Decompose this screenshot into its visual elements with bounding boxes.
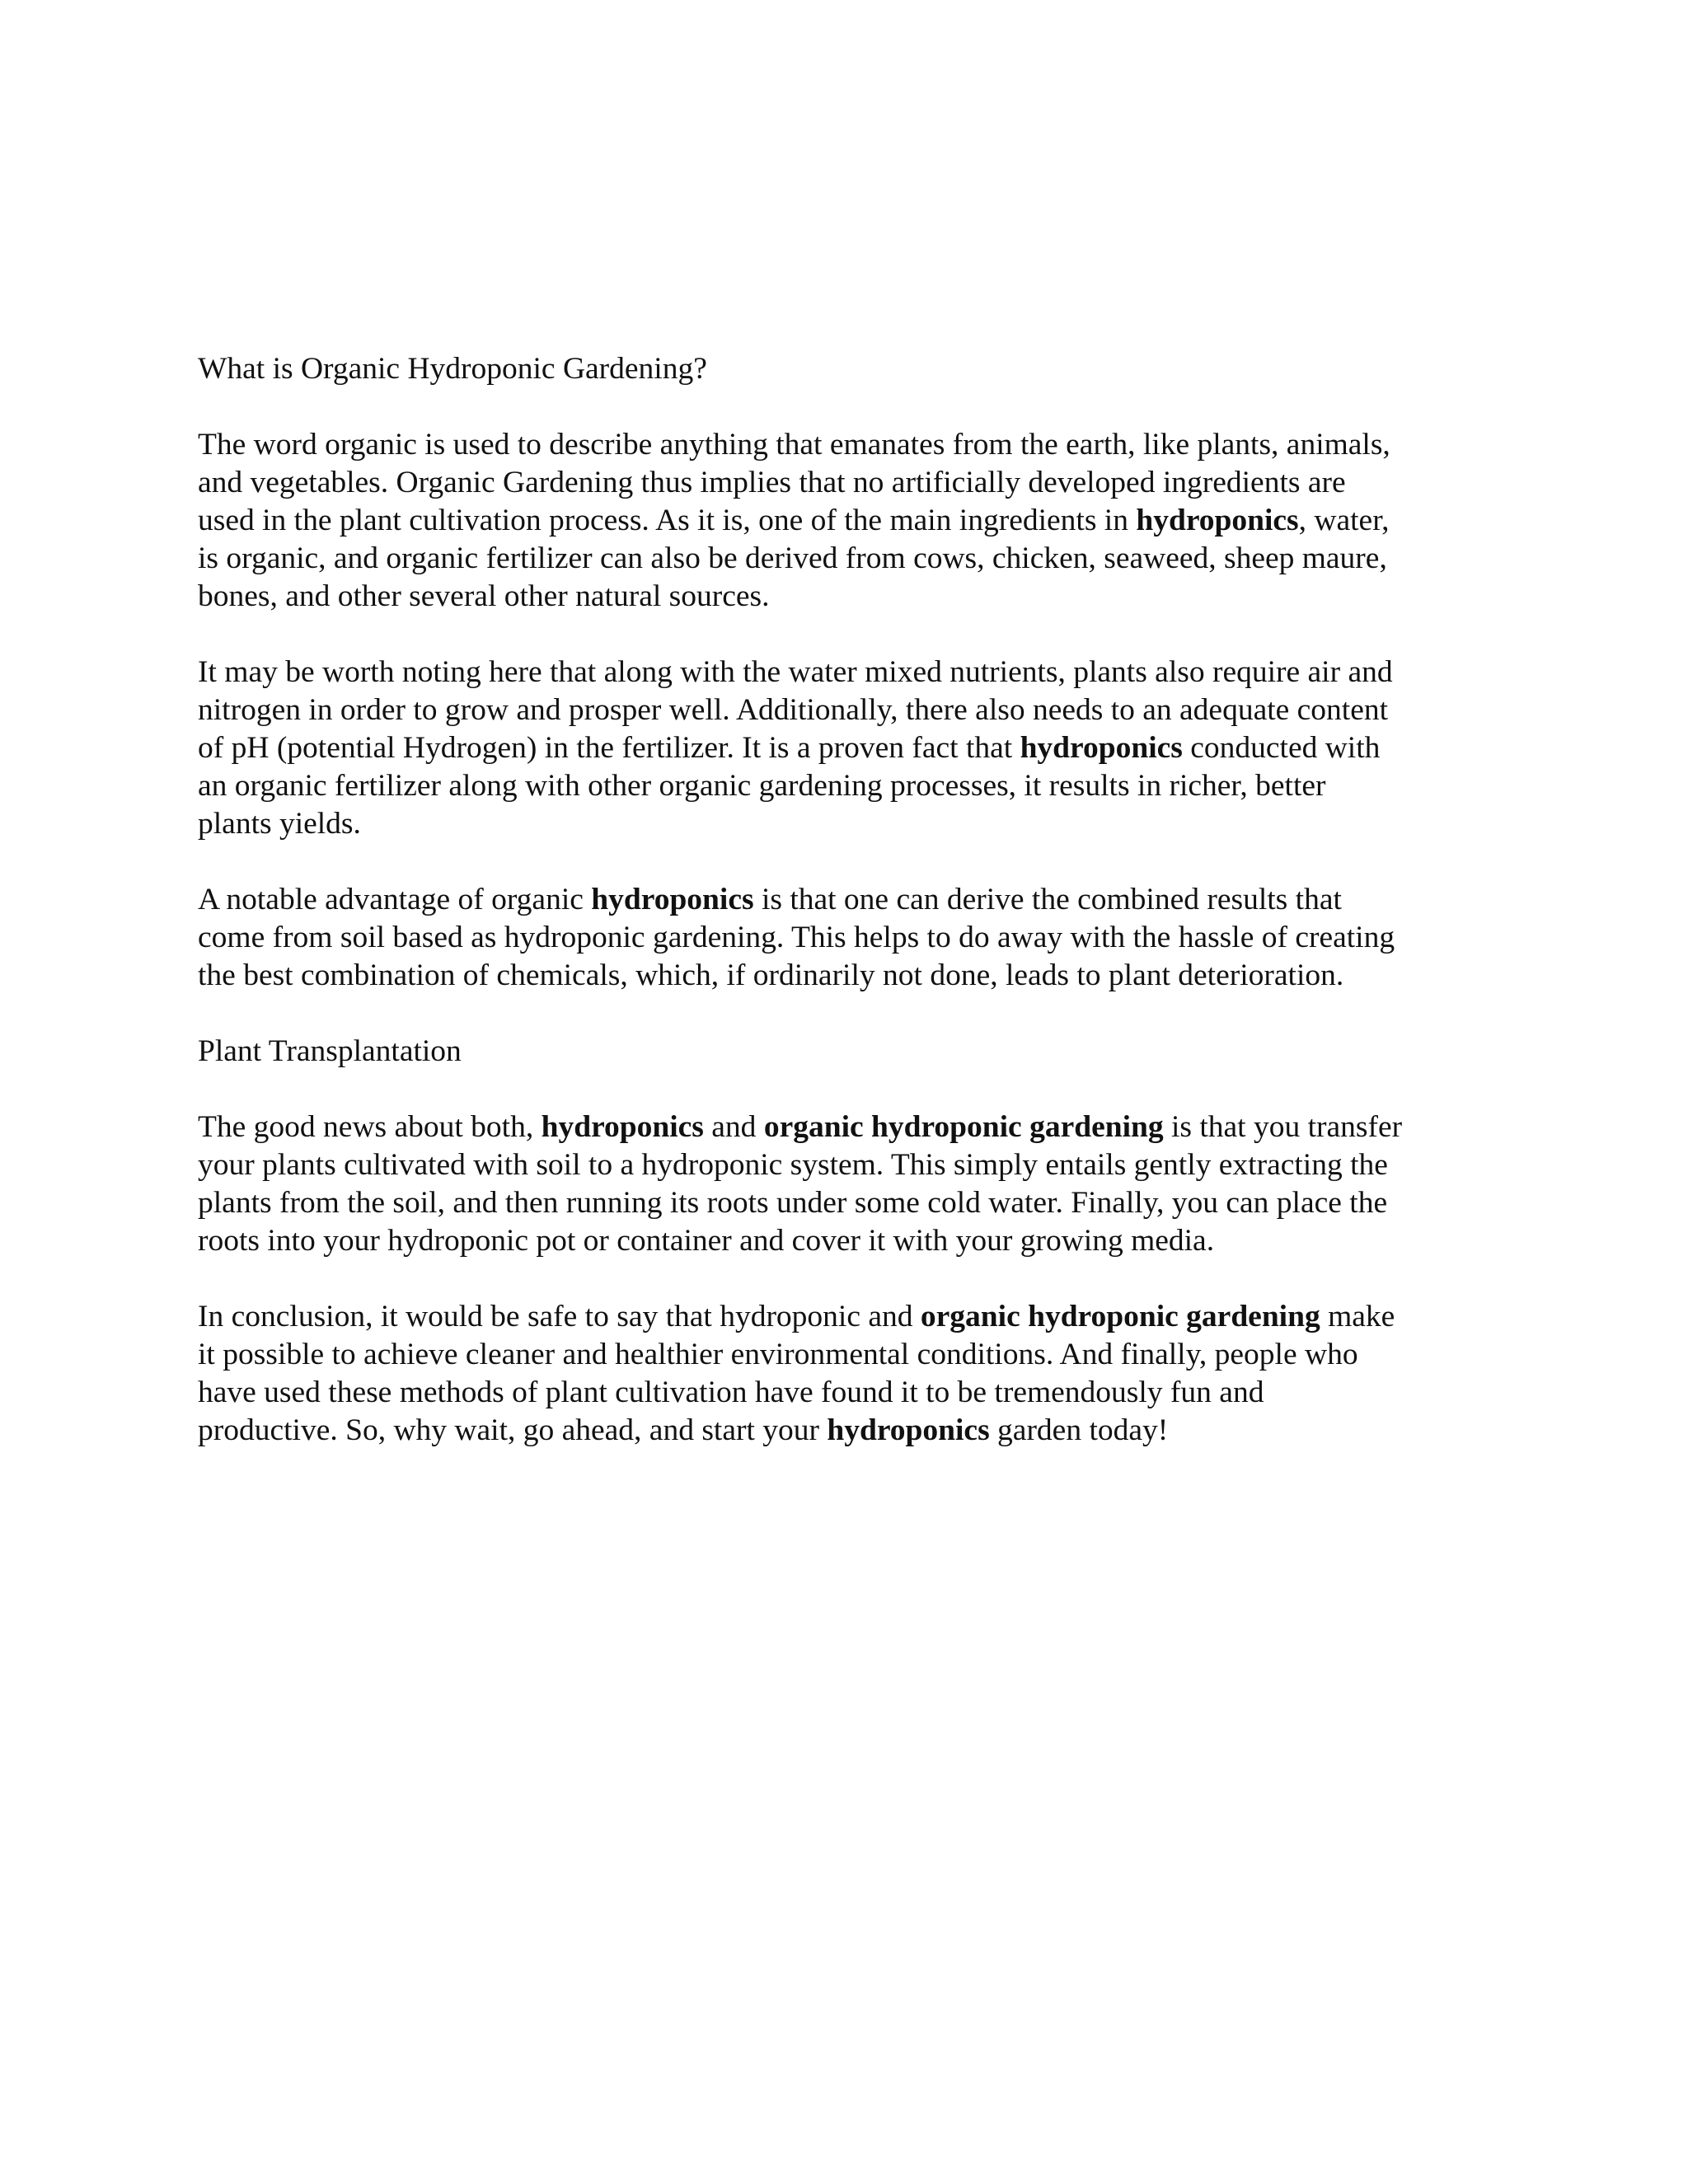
paragraph-line (198, 1222, 1508, 1260)
spacer (198, 1071, 1508, 1108)
text-run: your plants cultivated with soil to a hydroponic system. This simply entails gently extracting the (198, 1148, 1388, 1182)
spacer (198, 616, 1508, 654)
text-run: The good news about both, (198, 1110, 542, 1144)
text-run: have used these methods of plant cultivation have found it to be tremendously fun and (198, 1376, 1264, 1409)
bold-keyword: hydroponics (591, 883, 754, 916)
spacer (198, 1260, 1508, 1298)
text-run: plants from the soil, and then running its roots under some cold water. Finally, you can place the (198, 1186, 1388, 1220)
text-run: come from soil based as hydroponic gardening. This helps to do away with the hassle of creating (198, 921, 1395, 954)
text-run: of pH (potential Hydrogen) in the fertilizer. It is a proven fact that (198, 731, 1020, 765)
bold-keyword: hydroponics (541, 1110, 704, 1144)
paragraph-line (198, 691, 1508, 729)
text-run: The word organic is used to describe anything that emanates from the earth, like plants, animals, (198, 428, 1390, 462)
text-run: productive. So, why wait, go ahead, and start your (198, 1413, 828, 1447)
paragraph-line (198, 654, 1508, 691)
text-run: , water, (1298, 504, 1390, 537)
paragraph-1 (198, 426, 1508, 616)
text-run: roots into your hydroponic pot or container and cover it with your growing media. (198, 1224, 1215, 1258)
paragraph-line (198, 767, 1508, 805)
bold-keyword: organic hydroponic gardening (920, 1300, 1320, 1333)
paragraph-line (198, 1108, 1508, 1146)
text-run: is that one can derive the combined results that (753, 883, 1342, 916)
text-run: it possible to achieve cleaner and healthier environmental conditions. And finally, people who (198, 1338, 1358, 1371)
paragraph-5 (198, 1298, 1508, 1450)
paragraph-line (198, 502, 1508, 540)
bold-keyword: organic hydroponic gardening (763, 1110, 1164, 1144)
paragraph-line (198, 729, 1508, 767)
text-run: make (1320, 1300, 1395, 1333)
text-run: conducted with (1182, 731, 1381, 765)
text-run: is that you transfer (1163, 1110, 1403, 1144)
paragraph-line (198, 578, 1508, 616)
paragraph-line (198, 1298, 1508, 1336)
text-run: the best combination of chemicals, which, if ordinarily not done, leads to plant deterioration. (198, 958, 1344, 992)
paragraph-line (198, 1412, 1508, 1450)
text-run: plants yields. (198, 807, 361, 841)
paragraph-line (198, 805, 1508, 843)
paragraph-4 (198, 1108, 1508, 1260)
paragraph-line (198, 919, 1508, 957)
paragraph-line (198, 426, 1508, 464)
document-title: What is Organic Hydroponic Gardening? (198, 352, 707, 386)
paragraph-line (198, 1184, 1508, 1222)
text-run: A notable advantage of organic (198, 883, 592, 916)
text-run: used in the plant cultivation process. As it is, one of the main ingredients in (198, 504, 1137, 537)
text-run: is organic, and organic fertilizer can also be derived from cows, chicken, seaweed, sheep maure, (198, 541, 1387, 575)
bold-keyword: hydroponics (827, 1413, 990, 1447)
paragraph-line (198, 1374, 1508, 1412)
section-heading: Plant Transplantation (198, 1034, 462, 1068)
bold-keyword: hydroponics (1136, 504, 1299, 537)
text-run: bones, and other several other natural sources. (198, 579, 770, 613)
text-run: It may be worth noting here that along with the water mixed nutrients, plants also require air and (198, 655, 1393, 689)
paragraph-line (198, 881, 1508, 919)
text-run: garden today! (989, 1413, 1169, 1447)
paragraph-line (198, 464, 1508, 502)
bold-keyword: hydroponics (1020, 731, 1183, 765)
paragraph-line (198, 1336, 1508, 1374)
paragraph-2 (198, 654, 1508, 843)
spacer (198, 388, 1508, 426)
document-body (198, 350, 1508, 1450)
paragraph-line (198, 957, 1508, 995)
text-run: and vegetables. Organic Gardening thus implies that no artificially developed ingredients are (198, 466, 1346, 499)
text-run: and (703, 1110, 764, 1144)
text-run: an organic fertilizer along with other organic gardening processes, it results in richer, better (198, 769, 1326, 803)
text-run: In conclusion, it would be safe to say that hydroponic and (198, 1300, 921, 1333)
paragraph-3 (198, 881, 1508, 995)
paragraph-line (198, 1146, 1508, 1184)
spacer (198, 843, 1508, 881)
spacer (198, 995, 1508, 1033)
text-run: nitrogen in order to grow and prosper well. Additionally, there also needs to an adequate content (198, 693, 1389, 727)
paragraph-line (198, 540, 1508, 578)
